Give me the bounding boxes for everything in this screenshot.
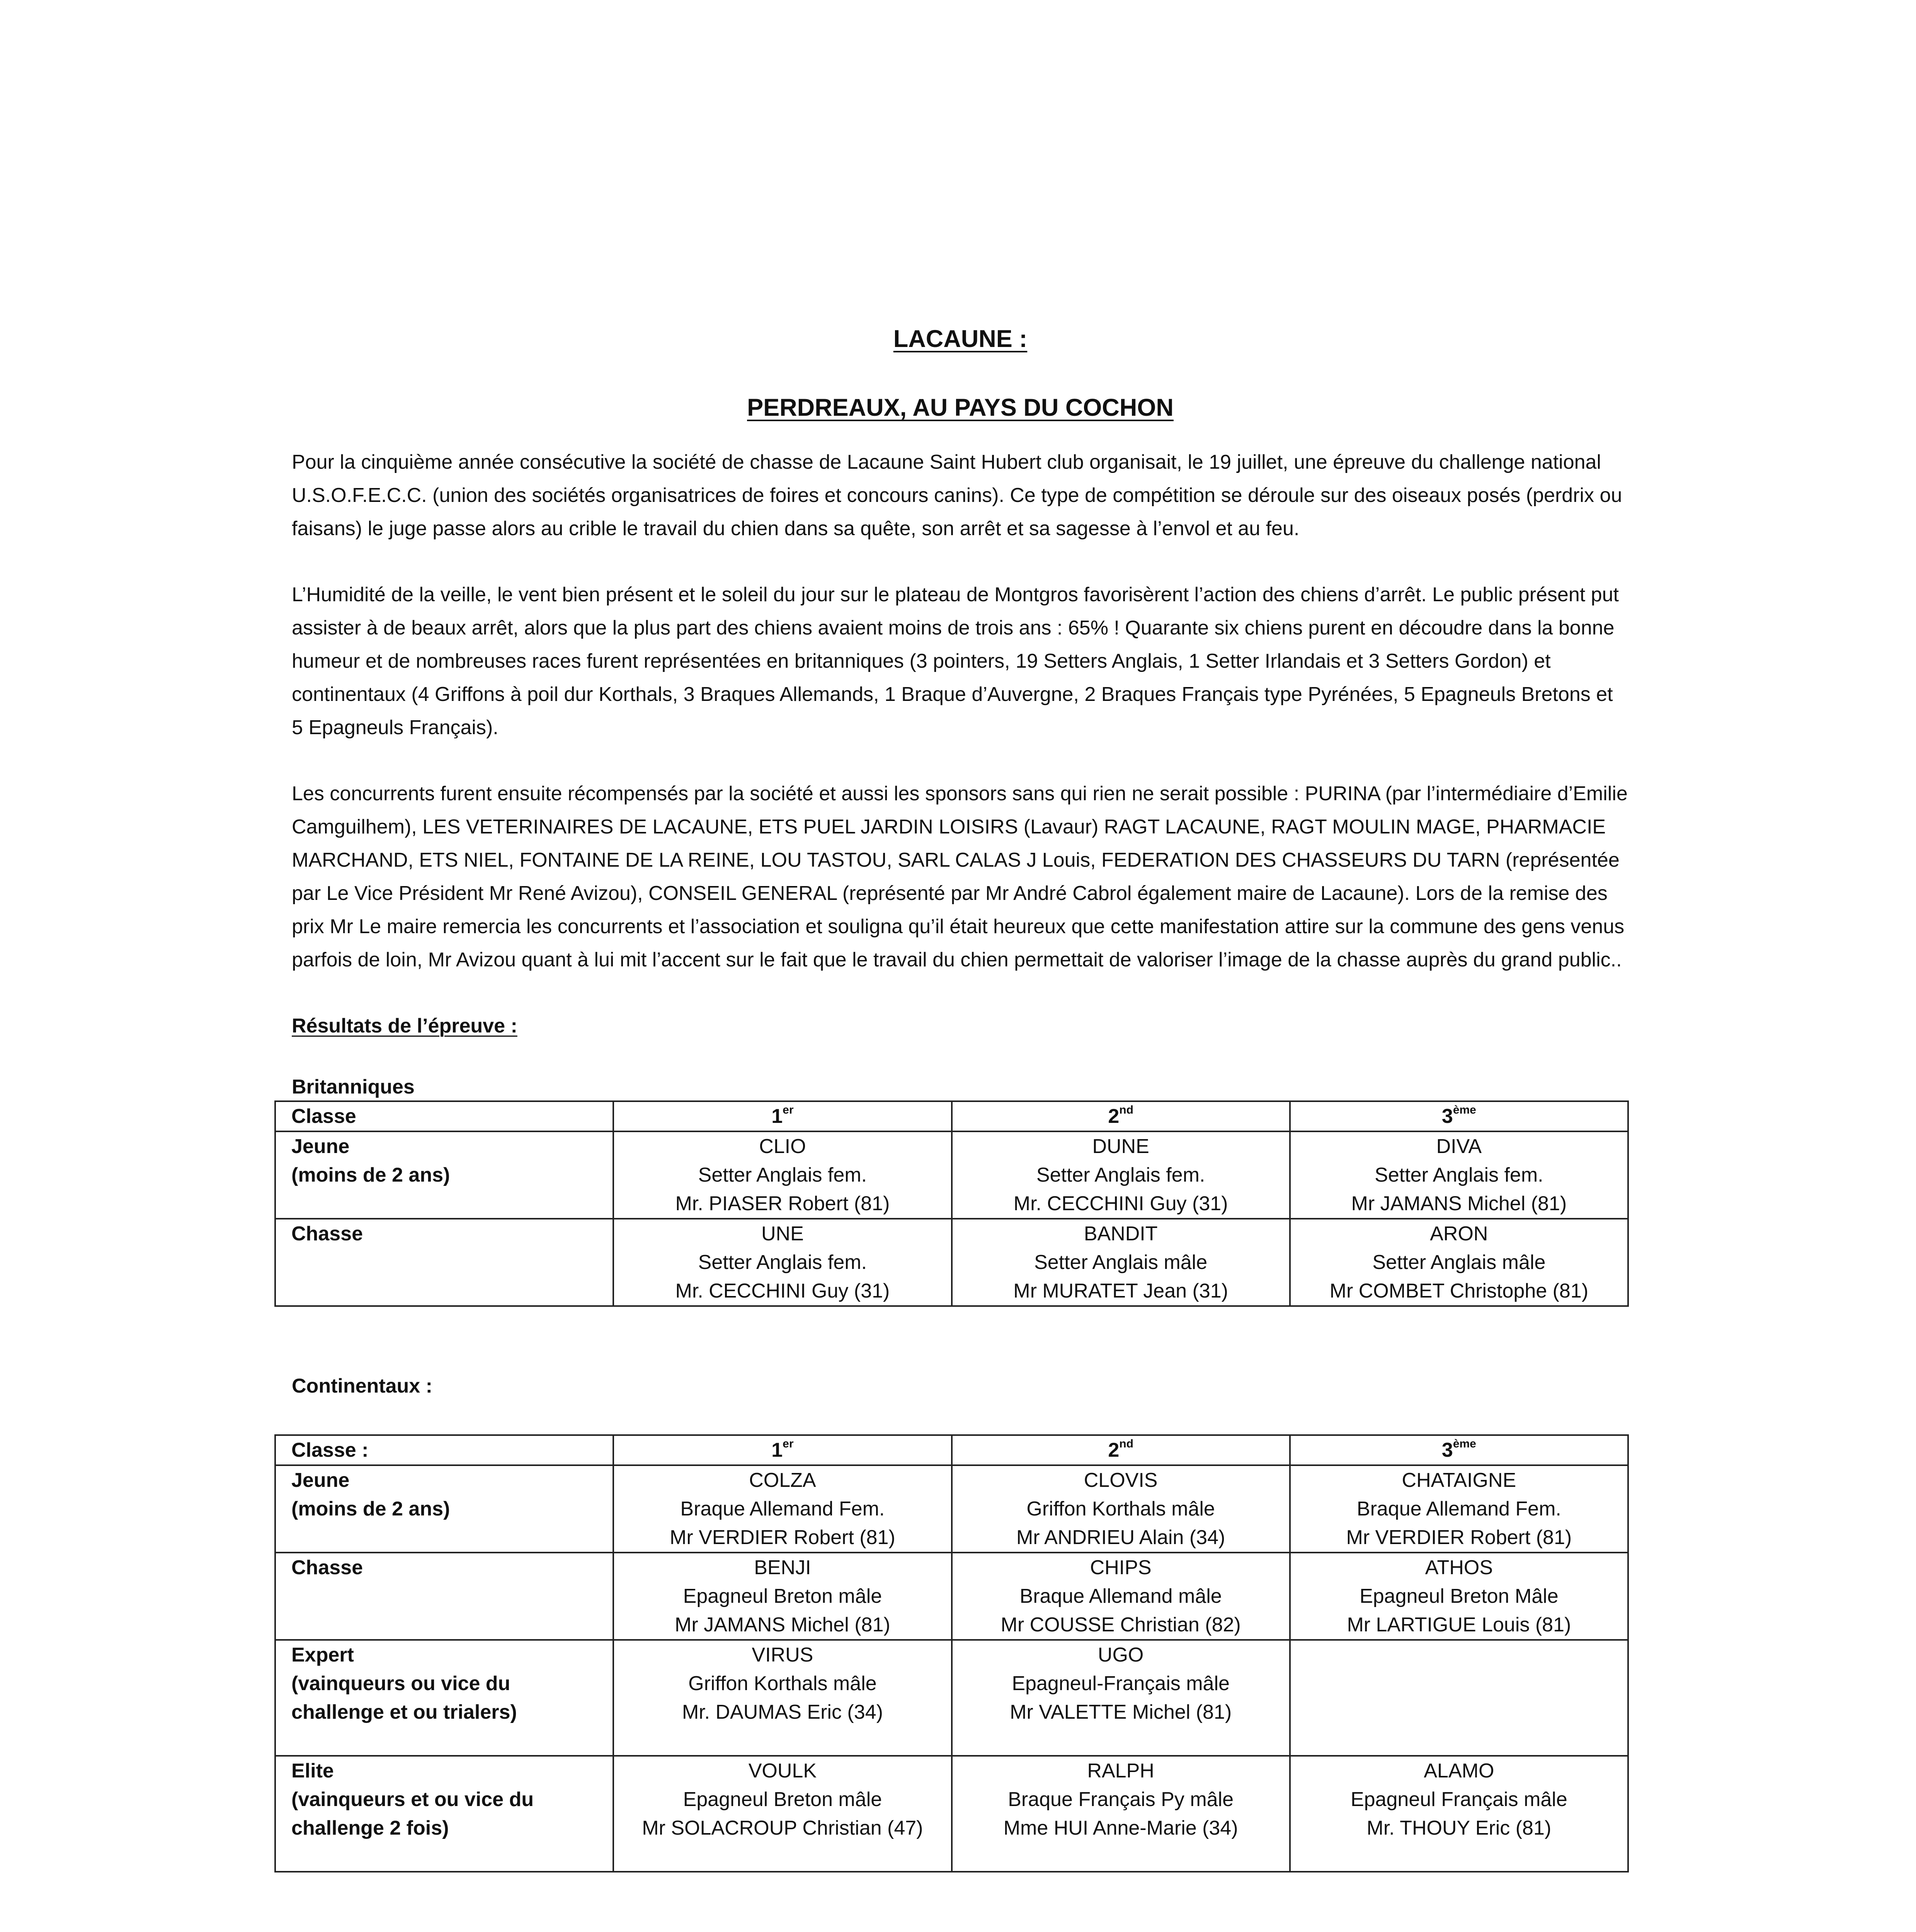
column-header-first: 1er	[613, 1435, 951, 1465]
table-row	[275, 1131, 1628, 1219]
conditions-paragraph: L’Humidité de la veille, le vent bien présent et le soleil du jour sur le plateau de Montgros favorisèrent l’action des chiens d’arrêt. Le public présent put assister à de beaux arrêt, alors que la plus part des chiens avaient moins de trois ans : 65% ! Quarante six chiens purent en découdre dans la bonne humeur et de nombreuses races furent représentées en britanniques (3 pointers, 19 Setters Anglais, 1 Setter Irlandais et 3 Setters Gordon) et continentaux (4 Griffons à poil dur Korthals, 3 Braques Allemands, 1 Braque d’Auvergne, 2 Braques Français type Pyrénées, 5 Epagneuls Bretons et 5 Epagneuls Français).	[292, 583, 1619, 739]
continentaux-label: Continentaux :	[292, 1375, 432, 1398]
category-cell: Jeune (moins de 2 ans)	[275, 1131, 613, 1219]
third-place-cell: DIVA Setter Anglais fem. Mr JAMANS Michel (81)	[1290, 1131, 1628, 1219]
second-place-cell: DUNE Setter Anglais fem. Mr. CECCHINI Guy (31)	[952, 1131, 1290, 1219]
third-place-cell: ALAMO Epagneul Français mâle Mr. THOUY Eric (81)	[1290, 1756, 1628, 1872]
first-place-cell: UNE Setter Anglais fem. Mr. CECCHINI Guy (31)	[613, 1219, 951, 1306]
second-place-cell: UGO Epagneul-Français mâle Mr VALETTE Michel (81)	[952, 1640, 1290, 1756]
table-row	[275, 1219, 1628, 1306]
category-cell: Expert (vainqueurs ou vice du challenge et ou trialers)	[275, 1640, 613, 1756]
second-place-cell: RALPH Braque Français Py mâle Mme HUI Anne-Marie (34)	[952, 1756, 1290, 1872]
third-place-cell	[1290, 1640, 1628, 1756]
table-header-row	[275, 1101, 1628, 1131]
column-header-classe: Classe :	[275, 1435, 613, 1465]
column-header-third: 3ème	[1290, 1101, 1628, 1131]
table-row	[275, 1756, 1628, 1872]
first-place-cell: VOULK Epagneul Breton mâle Mr SOLACROUP Christian (47)	[613, 1756, 951, 1872]
second-place-cell: CHIPS Braque Allemand mâle Mr COUSSE Christian (82)	[952, 1553, 1290, 1640]
results-heading: Résultats de l’épreuve :	[292, 1015, 517, 1037]
first-place-cell: CLIO Setter Anglais fem. Mr. PIASER Robert (81)	[613, 1131, 951, 1219]
third-place-cell: ATHOS Epagneul Breton Mâle Mr LARTIGUE Louis (81)	[1290, 1553, 1628, 1640]
article-subtitle: PERDREAUX, AU PAYS DU COCHON	[747, 394, 1174, 421]
third-place-cell: CHATAIGNE Braque Allemand Fem. Mr VERDIER Robert (81)	[1290, 1465, 1628, 1553]
britanniques-label: Britanniques	[292, 1076, 415, 1099]
third-place-cell: ARON Setter Anglais mâle Mr COMBET Christophe (81)	[1290, 1219, 1628, 1306]
category-cell: Chasse	[275, 1219, 613, 1306]
table-row	[275, 1640, 1628, 1756]
category-cell: Elite (vainqueurs et ou vice du challenge 2 fois)	[275, 1756, 613, 1872]
article	[292, 325, 1629, 1932]
continentaux-table	[274, 1434, 1629, 1872]
column-header-second: 2nd	[952, 1101, 1290, 1131]
britanniques-table	[274, 1100, 1629, 1307]
column-header-classe: Classe	[275, 1101, 613, 1131]
second-place-cell: BANDIT Setter Anglais mâle Mr MURATET Jean (31)	[952, 1219, 1290, 1306]
second-place-cell: CLOVIS Griffon Korthals mâle Mr ANDRIEU Alain (34)	[952, 1465, 1290, 1553]
column-header-third: 3ème	[1290, 1435, 1628, 1465]
category-cell: Chasse	[275, 1553, 613, 1640]
sponsors-paragraph: Les concurrents furent ensuite récompensés par la société et aussi les sponsors sans qui rien ne serait possible : PURINA (par l’intermédiaire d’Emilie Camguilhem), LES VETERINAIRES DE LACAUNE, ETS PUEL JARDIN LOISIRS (Lavaur) RAGT LACAUNE, RAGT MOULIN MAGE, PHARMACIE MARCHAND, ETS NIEL, FONTAINE DE LA REINE, LOU TASTOU, SARL CALAS J Louis, FEDERATION DES CHASSEURS DU TARN (représentée par Le Vice Président Mr René Avizou), CONSEIL GENERAL (représenté par Mr André Cabrol également maire de Lacaune). Lors de la remise des prix Mr Le maire remercia les concurrents et l’association et souligna qu’il était heureux que cette manifestation attire sur la commune des gens venus parfois de loin, Mr Avizou quant à lui mit l’accent sur le fait que le travail du chien permettait de valoriser l’image de la chasse auprès du grand public..	[292, 782, 1628, 971]
table-row	[275, 1465, 1628, 1553]
first-place-cell: VIRUS Griffon Korthals mâle Mr. DAUMAS Eric (34)	[613, 1640, 951, 1756]
intro-paragraph: Pour la cinquième année consécutive la société de chasse de Lacaune Saint Hubert club organisait, le 19 juillet, une épreuve du challenge national U.S.O.F.E.C.C. (union des sociétés organisatrices de foires et concours canins). Ce type de compétition se déroule sur des oiseaux posés (perdrix ou faisans) le juge passe alors au crible le travail du chien dans sa quête, son arrêt et sa sagesse à l’envol et au feu.	[292, 451, 1622, 540]
column-header-first: 1er	[613, 1101, 951, 1131]
first-place-cell: COLZA Braque Allemand Fem. Mr VERDIER Robert (81)	[613, 1465, 951, 1553]
page-title: LACAUNE :	[893, 325, 1028, 352]
column-header-second: 2nd	[952, 1435, 1290, 1465]
category-cell: Jeune (moins de 2 ans)	[275, 1465, 613, 1553]
table-header-row	[275, 1435, 1628, 1465]
table-row	[275, 1553, 1628, 1640]
first-place-cell: BENJI Epagneul Breton mâle Mr JAMANS Michel (81)	[613, 1553, 951, 1640]
